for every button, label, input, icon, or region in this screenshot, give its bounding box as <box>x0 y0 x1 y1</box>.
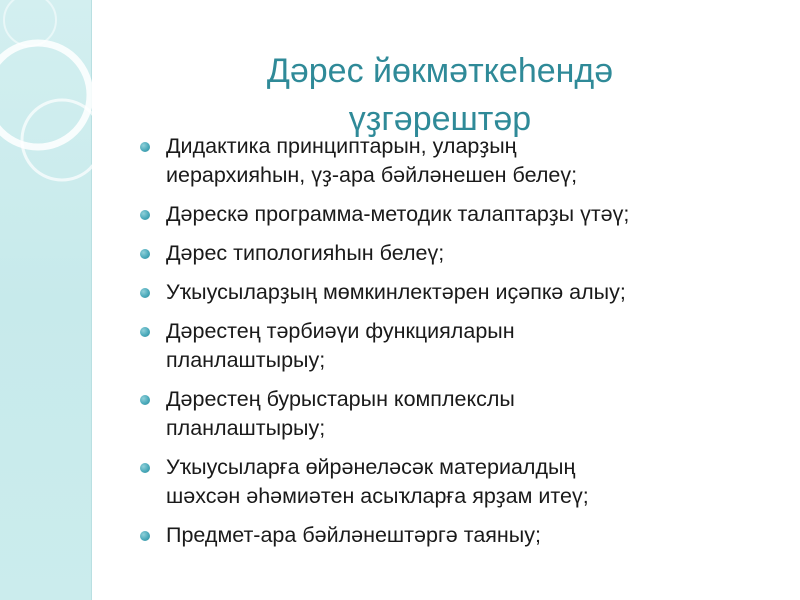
bullet-icon <box>140 142 150 152</box>
bullet-text: Дәрескә программа-методик талаптарҙы үтәү; <box>166 202 630 226</box>
bullet-text: иерархияһын, үҙ-ара бәйләнешен белеү; <box>166 163 578 187</box>
bullet-text: Уҡыусыларҙың мөмкинлектәрен иҫәпкә алыу; <box>166 280 626 304</box>
bullet-text: планлаштырыу; <box>166 348 326 372</box>
bullet-text: планлаштырыу; <box>166 416 326 440</box>
bullet-list <box>138 132 778 560</box>
bullet-text: Дәрес типологияһын белеү; <box>166 241 445 265</box>
title-line: үҙгәрештәр <box>348 99 532 138</box>
bullet-item <box>138 317 778 375</box>
bullet-item <box>138 521 778 550</box>
bullet-item <box>138 200 778 229</box>
decorative-rings <box>0 0 120 200</box>
bullet-icon <box>140 327 150 337</box>
bullet-text: Дәрестең тәрбиәүи функцияларын <box>166 319 515 343</box>
bullet-item <box>138 278 778 307</box>
bullet-icon <box>140 288 150 298</box>
bullet-item <box>138 239 778 268</box>
bullet-text: Уҡыусыларға өйрәнеләсәк материалдың <box>166 455 576 479</box>
bullet-icon <box>140 395 150 405</box>
bullet-text: Дидактика принциптарын, уларҙың <box>166 134 517 158</box>
bullet-text: шәхсән әһәмиәтен асыҡларға ярҙам итеү; <box>166 484 589 508</box>
bullet-text: Дәрестең бурыстарын комплекслы <box>166 387 515 411</box>
bullet-icon <box>140 463 150 473</box>
title-line: Дәрес йөкмәткеһендә <box>266 51 614 90</box>
bullet-icon <box>140 210 150 220</box>
bullet-item <box>138 132 778 190</box>
bullet-icon <box>140 531 150 541</box>
ring-large <box>0 43 90 147</box>
ring-top <box>4 0 56 46</box>
bullet-item <box>138 385 778 443</box>
bullet-text: Предмет-ара бәйләнештәргә таяныу; <box>166 523 541 547</box>
slide-title <box>140 47 740 143</box>
bullet-icon <box>140 249 150 259</box>
bullet-item <box>138 453 778 511</box>
